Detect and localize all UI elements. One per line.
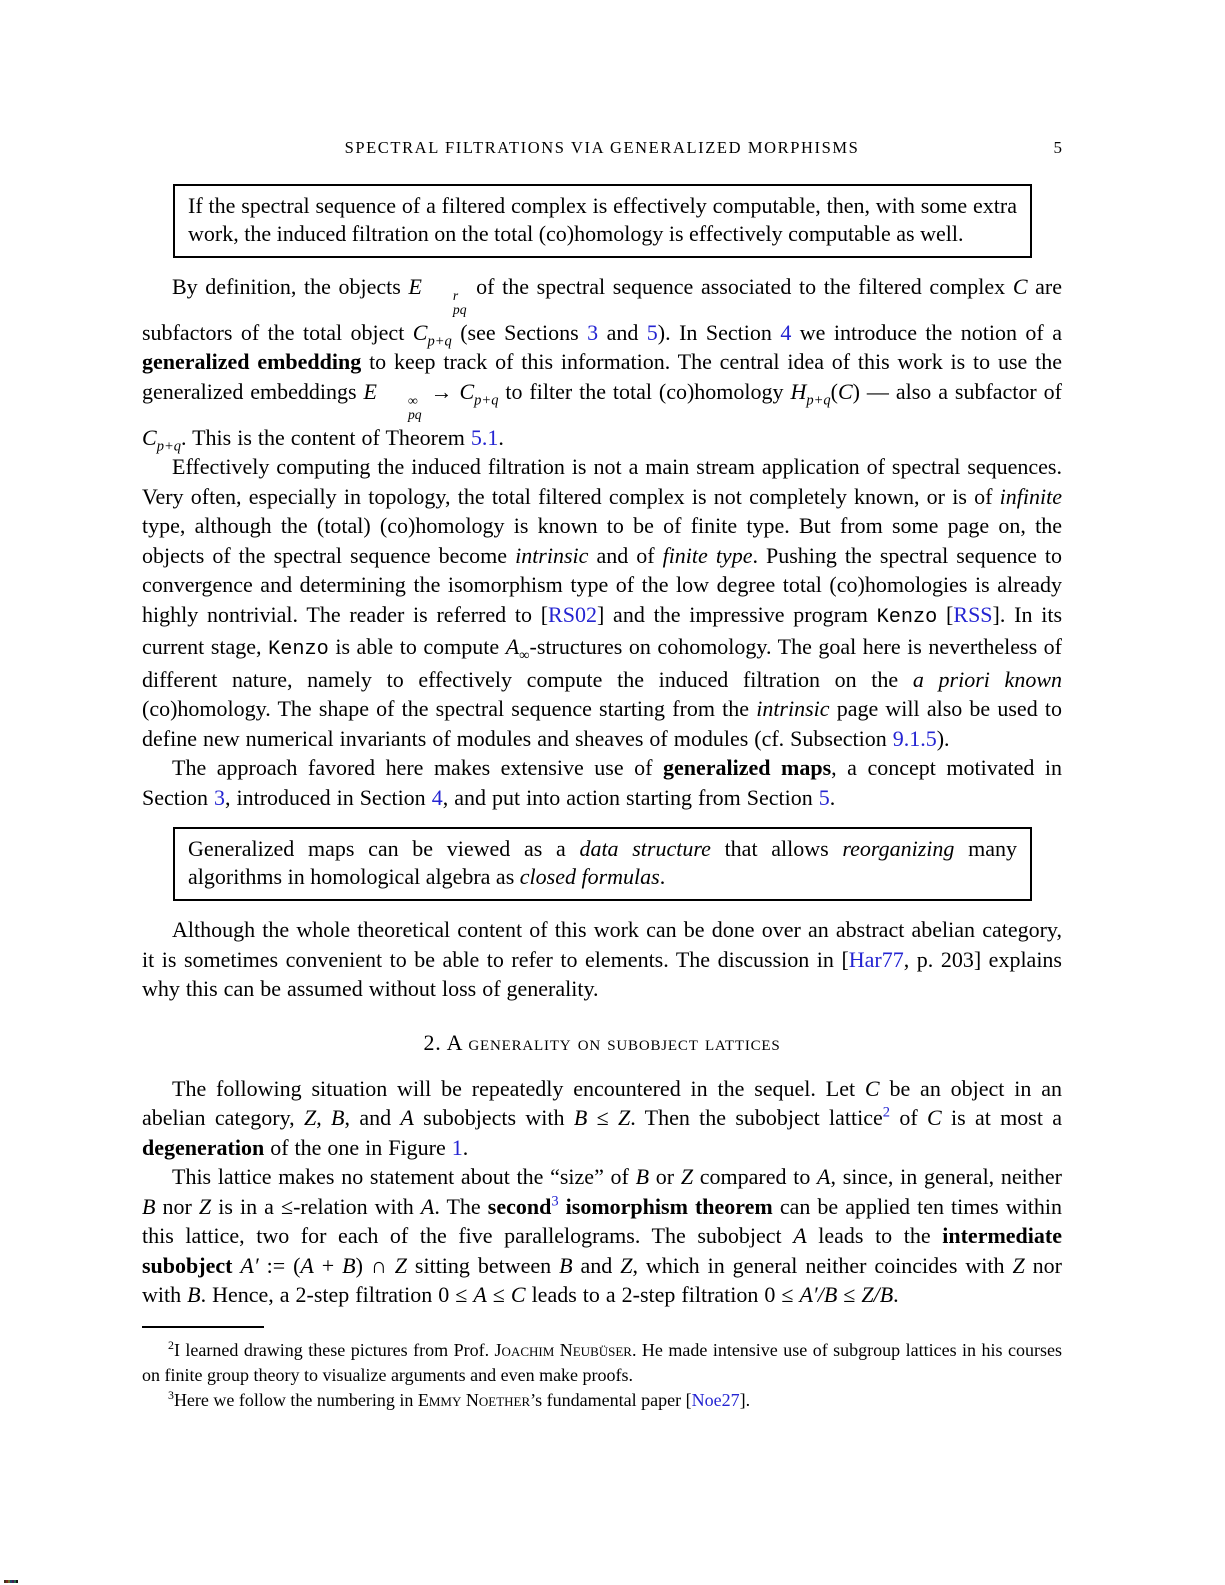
subscript: pq (407, 407, 422, 423)
paragraph-by-definition (142, 272, 1062, 452)
text-run: ). In Section (657, 319, 781, 345)
text-run: B (331, 1105, 345, 1130)
ref-link[interactable]: 3 (214, 784, 225, 810)
text-run: , which in general neither coincides with (632, 1252, 1013, 1278)
ref-link[interactable]: RSS (953, 601, 993, 627)
text-run: . Hence, a 2-step filtration 0 ≤ (200, 1282, 474, 1307)
text-run: C (926, 1105, 942, 1130)
text-run: of the one in Figure (264, 1134, 452, 1160)
text-column (142, 138, 1062, 1413)
text-run: A (300, 1252, 314, 1278)
text-run: and (572, 1252, 621, 1278)
text-run: B (142, 1193, 156, 1219)
text-run: nor with (142, 1252, 1062, 1307)
text-run: p+q (806, 392, 831, 409)
text-run: of (890, 1105, 927, 1130)
text-run: ≤ (587, 1105, 618, 1130)
text-run: , and put into action starting from Section (442, 784, 819, 810)
text-run: Here we follow the numbering in (173, 1389, 418, 1410)
text-run (559, 1194, 566, 1219)
framed-note-generalized-maps (173, 827, 1032, 901)
text-run: ]. In its current stage, (142, 601, 1063, 659)
text-run: . (829, 784, 836, 810)
text-run: compared to (693, 1164, 818, 1189)
text-run: , and (344, 1105, 401, 1130)
text-run: ]. (739, 1389, 751, 1410)
text-run: . Then the subobject lattice (630, 1105, 883, 1130)
text-run: Effectively computing the induced filtration is not a main stream application of spectral sequences. Very often, especially in topology, the total filtered complex is not completely known, or is of (142, 454, 1062, 509)
text-run: I learned drawing these pictures from Prof. (173, 1339, 495, 1360)
ref-link[interactable]: 2 (882, 1104, 891, 1121)
text-run: B (559, 1252, 573, 1278)
ref-link[interactable]: 5 (818, 784, 830, 810)
text-run: intrinsic (515, 542, 589, 568)
ref-link[interactable]: Noe27 (691, 1389, 740, 1410)
text-run: , (316, 1105, 332, 1130)
text-run: leads to the (806, 1223, 943, 1248)
text-run: Z (394, 1252, 407, 1278)
text-run: , introduced in Section (225, 784, 432, 810)
text-run: closed formulas (519, 864, 660, 889)
ref-link[interactable]: 1 (451, 1134, 463, 1160)
text-run: Z (198, 1193, 212, 1219)
text-run: isomorphism theorem (565, 1193, 773, 1219)
text-run: of the spectral sequence associated to the filtered complex (468, 274, 1013, 299)
artifact-segment (16, 1580, 18, 1583)
text-run: The following situation will be repeatedly encountered in the sequel. Let (172, 1075, 865, 1101)
text-run: . Pushing the spectral sequence to convergence and determining the isomorphism type of the low degree total (co)homologies is already highly nontrivial. The reader is referred to [ (142, 542, 1062, 627)
text-run: is at most a (941, 1105, 1063, 1130)
ref-link[interactable]: 3 (587, 319, 599, 345)
text-run: ∞ (519, 647, 530, 664)
text-run: Kenzo (876, 605, 938, 629)
text-run: . (659, 864, 666, 889)
text-run: Kenzo (268, 638, 329, 661)
text-run: . The (434, 1193, 488, 1219)
text-run: can be applied ten times within this lattice, two for each of the five parallelograms. The subobject (142, 1193, 1062, 1248)
footnotes-area (142, 1338, 1062, 1413)
text-run: B (573, 1105, 588, 1130)
text-run: and (598, 319, 647, 345)
text-run: finite type (662, 542, 753, 568)
superscript: r (452, 288, 459, 304)
section-heading-2 (142, 1030, 1062, 1056)
ref-link[interactable]: 5.1 (470, 424, 499, 450)
ref-link[interactable]: 4 (431, 784, 443, 810)
text-run: infinite (999, 483, 1062, 509)
ref-link[interactable]: 3 (551, 1193, 559, 1210)
text-run: H (790, 378, 807, 404)
text-run: 3 (168, 1387, 174, 1402)
text-run: page will also be used to define new numerical invariants of modules and sheaves of modules (cf. Subsection (142, 696, 1062, 751)
text-run: . (893, 1282, 899, 1307)
framed-note-computability (173, 184, 1032, 258)
text-run: type, although the (total) (co)homology is known to be of finite type. But from some page on, the objects of the spectral sequence become (142, 513, 1062, 568)
text-run: (co)homology. The shape of the spectral sequence starting from the (142, 696, 757, 721)
text-run: If the spectral sequence of a filtered complex is effectively computable, then, with some extra work, the induced filtration on the total (co)homology is effectively computable as well. (188, 193, 1017, 246)
text-run: This lattice makes no statement about the “size” of (172, 1164, 636, 1189)
text-run: By definition, the objects (172, 274, 409, 299)
text-run: 2. A generality on subobject lattices (423, 1029, 781, 1055)
text-run: Z (303, 1105, 317, 1130)
text-run: ] and the impressive program (596, 601, 877, 627)
text-run: to filter the total (co)homology (498, 378, 791, 404)
paragraph-although-abelian (142, 915, 1062, 1004)
text-run: C (864, 1075, 880, 1101)
text-run: are subfactors of the total object (142, 274, 1063, 345)
text-run: Z (617, 1105, 631, 1130)
page-number: 5 (1053, 138, 1062, 157)
text-run: ) — also a subfactor of (852, 378, 1062, 404)
text-run: Generalized maps can be viewed as a (188, 836, 580, 861)
footnote-rule (142, 1326, 264, 1328)
text-run: C (412, 319, 428, 345)
text-run: ( (830, 378, 838, 404)
text-run: C (1012, 274, 1028, 299)
text-run: Z (680, 1164, 694, 1189)
text-run: ’s fundamental paper [ (530, 1389, 692, 1410)
ref-link[interactable]: 5 (646, 319, 658, 345)
text-run: ≤ (837, 1282, 862, 1307)
text-run: Joachim Neubüser (494, 1339, 632, 1360)
text-run: The approach favored here makes extensive use of (172, 755, 663, 780)
text-run: be an object in an abelian category, (142, 1075, 1062, 1130)
page-content (142, 184, 1062, 1310)
text-run: data structure (579, 836, 711, 861)
text-run: is able to compute (328, 634, 506, 659)
text-run: A′ (240, 1252, 259, 1278)
paragraph-lattice-statement (142, 1162, 1062, 1310)
text-run: A′/B (799, 1282, 838, 1307)
paragraph-effectively-computing (142, 452, 1062, 753)
paragraph-approach-favored (142, 753, 1062, 812)
text-run: ≤ (486, 1282, 511, 1307)
footnote-2 (142, 1338, 1062, 1388)
text-run: Emmy Noether (417, 1389, 531, 1410)
paragraph-following-situation (142, 1074, 1062, 1163)
text-run (423, 289, 467, 318)
text-run: , p. 203] explains why this can be assumed without loss of generality. (142, 946, 1062, 1001)
text-run: A (420, 1193, 435, 1219)
text-run: E (363, 378, 377, 404)
text-run: leads to a 2-step filtration 0 ≤ (525, 1282, 800, 1307)
text-run: E (408, 274, 422, 299)
text-run: ). (936, 725, 950, 751)
text-run: p+q (474, 392, 499, 409)
text-run: a priori known (912, 666, 1062, 692)
text-run: second (487, 1193, 552, 1219)
subscript: pq (452, 302, 467, 318)
text-run: + (313, 1252, 343, 1278)
text-run: and of (588, 542, 663, 568)
text-run: . (498, 424, 504, 450)
text-run: . He made intensive use of subgroup lattices in his courses on finite group theory to visualize arguments and even make proofs. (142, 1339, 1062, 1385)
text-run: p+q (156, 437, 181, 454)
text-run: ) ∩ (355, 1252, 395, 1278)
text-run: generalized embedding (142, 349, 362, 375)
text-run: -structures on cohomology. The goal here is nevertheless of different nature, namely to effectively compute the induced filtration on the (142, 634, 1063, 692)
text-run: Although the whole theoretical content of this work can be done over an abstract abelian category, it is sometimes convenient to be able to refer to elements. The discussion in [ (142, 917, 1062, 972)
text-run: . This is the content of Theorem (181, 424, 471, 450)
text-run: C (142, 424, 157, 450)
text-run: Z (620, 1252, 633, 1278)
text-run: reorganizing (842, 836, 955, 861)
running-head-title: SPECTRAL FILTRATIONS VIA GENERALIZED MORPHISMS (344, 138, 860, 157)
text-run: that allows (710, 836, 843, 861)
text-run: Z/B (861, 1282, 894, 1307)
text-run: A (400, 1105, 414, 1130)
text-run: C (510, 1282, 526, 1307)
text-run: degeneration (142, 1134, 265, 1160)
text-run: 2 (168, 1337, 174, 1352)
text-run (378, 394, 422, 423)
text-run: B (342, 1252, 356, 1278)
text-run: sitting between (406, 1252, 560, 1278)
text-run: C (837, 378, 853, 404)
ref-link[interactable]: Har77 (848, 946, 904, 972)
footnote-3 (142, 1388, 1062, 1413)
text-run: subobjects with (413, 1105, 574, 1130)
ref-link[interactable]: 4 (780, 319, 792, 345)
text-run: A (505, 634, 520, 659)
text-run: (see Sections (451, 319, 588, 345)
text-run: A (817, 1164, 831, 1189)
text-run: nor (155, 1193, 199, 1219)
color-artifact-strip (4, 1580, 18, 1583)
text-run: is in a ≤-relation with (211, 1193, 421, 1219)
text-run: , a concept motivated in Section (142, 755, 1063, 810)
text-run: to keep track of this information. The central idea of this work is to use the generalized embeddings (142, 349, 1062, 404)
text-run: C (459, 378, 475, 404)
text-run: , since, in general, neither (830, 1164, 1062, 1189)
ref-link[interactable]: RS02 (548, 601, 597, 627)
ref-link[interactable]: 9.1.5 (892, 725, 937, 751)
text-run: many algorithms in homological algebra as (188, 836, 1017, 889)
running-head (142, 138, 1062, 158)
text-run: := ( (258, 1252, 301, 1278)
text-run: generalized maps (662, 755, 832, 780)
superscript: ∞ (407, 392, 418, 408)
text-run: intermediate subobject (142, 1223, 1062, 1278)
text-run: p+q (427, 333, 452, 350)
text-run: intrinsic (756, 696, 830, 721)
text-run: A (793, 1223, 807, 1248)
text-run: . (462, 1134, 469, 1160)
text-run: → (423, 378, 460, 404)
text-run: we introduce the notion of a (791, 319, 1062, 345)
text-run: B (187, 1282, 201, 1307)
text-run: or (649, 1164, 681, 1189)
text-run: A (473, 1282, 487, 1307)
text-run: [ (937, 601, 954, 627)
text-run: Z (1012, 1252, 1025, 1278)
text-run: B (635, 1164, 650, 1189)
